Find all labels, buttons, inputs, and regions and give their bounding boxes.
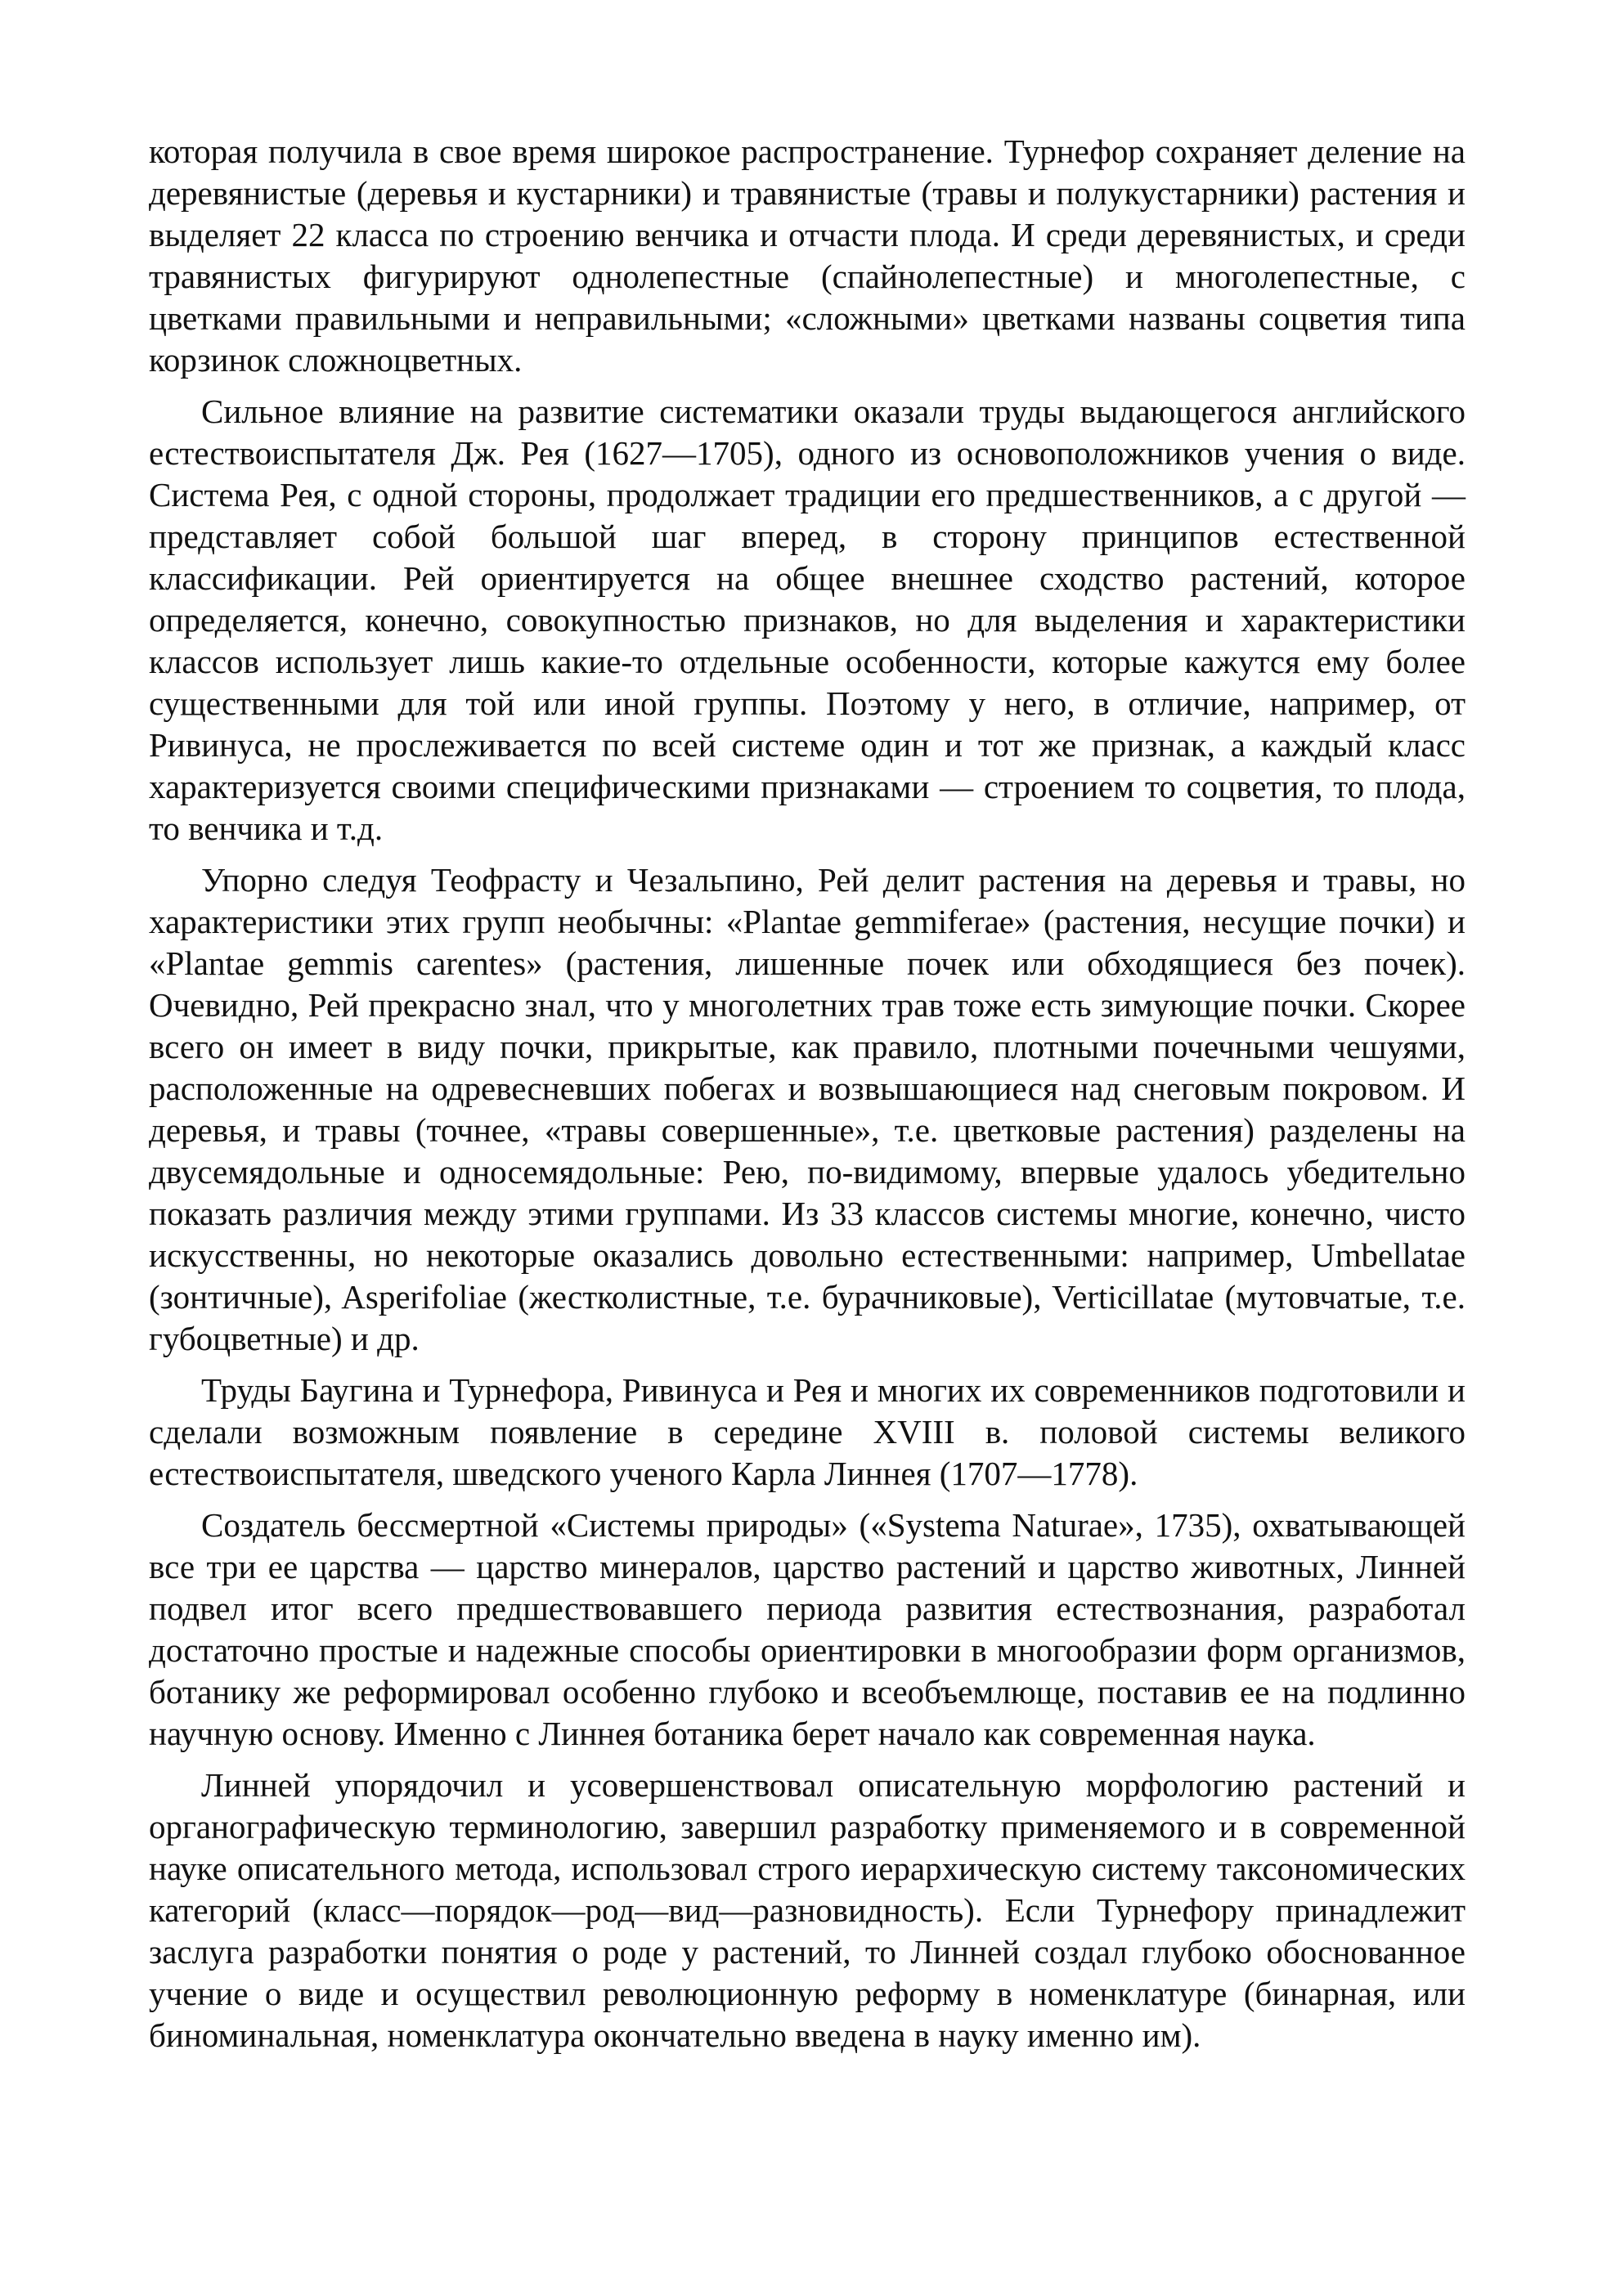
- paragraph-tournefort-system: которая получила в свое время широкое распространение. Турнефор сохраняет деление на деревянистые (деревья и кустарники) и травянистые (травы и полукустарники) растения и выделяет 22 класса по строению венчика и отчасти плода. И среди деревянистых, и среди травянистых фигурируют однолепестные (спайнолепестные) и многолепестные, с цветками правильными и неправильными; «сложными» цветками названы соцветия типа корзинок сложноцветных.: [149, 132, 1466, 379]
- paragraph-linnaeus-morphology: Линней упорядочил и усовершенствовал описательную морфологию растений и органографическую терминологию, завершил разработку применяемого и в современной науке описательного метода, использовал строго иерархическую систему таксономических категорий (класс—порядок—род—вид—разновидность). Если Турнефору принадлежит заслуга разработки понятия о роде у растений, то Линней создал глубоко обоснованное учение о виде и осуществил революционную реформу в номенклатуре (бинарная, или биноминальная, номенклатура окончательно введена в науку именно им).: [149, 1766, 1466, 2054]
- paragraph-linnaeus-precursors: Труды Баугина и Турнефора, Ривинуса и Рея и многих их современников подготовили и сделали возможным появление в середине XVIII в. половой системы великого естествоиспытателя, шведского ученого Карла Линнея (1707—1778).: [149, 1371, 1466, 1492]
- paragraph-systema-naturae: Создатель бессмертной «Системы природы» («Systema Naturae», 1735), охватывающей все три ее царства — царство минералов, царство растений и царство животных, Линней подвел итог всего предшествовавшего периода развития естествознания, разработал достаточно простые и надежные способы ориентировки в многообразии форм организмов, ботанику же реформировал особенно глубоко и всеобъемлюще, поставив ее на подлинно научную основу. Именно с Линнея ботаника берет начало как современная наука.: [149, 1506, 1466, 1752]
- paragraph-ray-trees-herbs: Упорно следуя Теофрасту и Чезальпино, Рей делит растения на деревья и травы, но характеристики этих групп необычны: «Plantae gemmiferae» (растения, несущие почки) и «Plantae gemmis carentes» (растения, лишенные почек или обходящиеся без почек). Очевидно, Рей прекрасно знал, что у многолетних трав тоже есть зимующие почки. Скорее всего он имеет в виду почки, прикрытые, как правило, плотными почечными чешуями, расположенные на одревесневших побегах и возвышающиеся над снеговым покровом. И деревья, и травы (точнее, «травы совершенные», т.е. цветковые растения) разделены на двусемядольные и односемядольные: Рею, по-видимому, впервые удалось убедительно показать различия между этими группами. Из 33 классов системы многие, конечно, чисто искусственны, но некоторые оказались довольно естественными: например, Umbellatae (зонтичные), Asperifoliae (жестколистные, т.е. бурачниковые), Verticillatae (мутовчатые, т.е. губоцветные) и др.: [149, 861, 1466, 1357]
- paragraph-ray-influence: Сильное влияние на развитие систематики оказали труды выдающегося английского естествоиспытателя Дж. Рея (1627—1705), одного из основоположников учения о виде. Система Рея, с одной стороны, продолжает традиции его предшественников, а с другой — представляет собой большой шаг вперед, в сторону принципов естественной классификации. Рей ориентируется на общее внешнее сходство растений, которое определяется, конечно, совокупностью признаков, но для выделения и характеристики классов использует лишь какие-то отдельные особенности, которые кажутся ему более существенными для той или иной группы. Поэтому у него, в отличие, например, от Ривинуса, не прослеживается по всей системе один и тот же признак, а каждый класс характеризуется своими специфическими признаками — строением то соцветия, то плода, то венчика и т.д.: [149, 392, 1466, 847]
- document-page: [149, 131, 1466, 2066]
